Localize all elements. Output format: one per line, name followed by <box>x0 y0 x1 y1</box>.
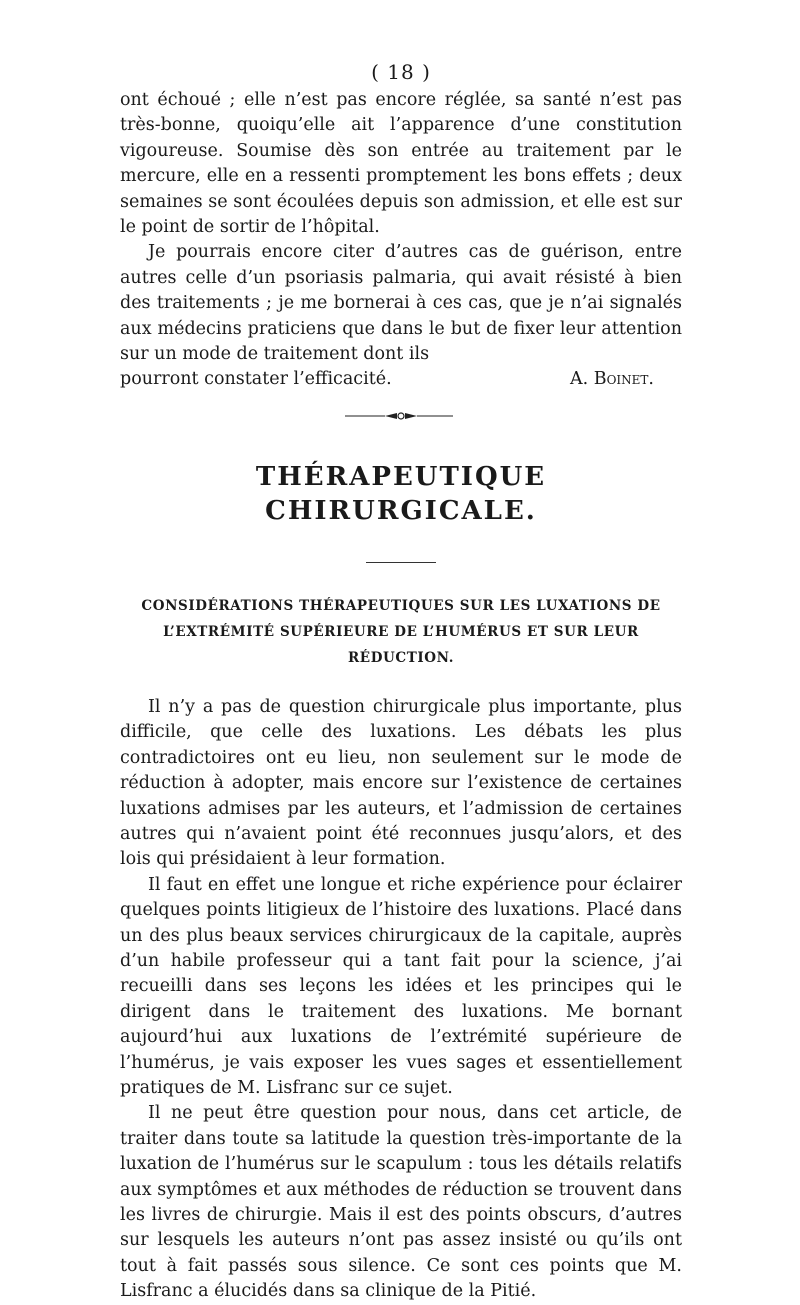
paragraph-scope: Il ne peut être question pour nous, dans cet article, de traiter dans toute sa latitude la question très-importante de la luxation de l’humérus sur le scapulum : tous les détails relatifs aux symptômes et aux méthodes de réduction se trouvent dans les livres de chirurgie. Mais il est des points obscurs, d’autres sur lesquels les auteurs n’ont pas assez insisté ou qu’ils ont tout à fait passés sous silence. Ce sont ces points que M. Lisfranc a élucidés dans sa clinique de la Pitié. <box>120 1103 682 1302</box>
closing-signature-line <box>120 367 682 392</box>
paragraph-experience: Il faut en effet une longue et riche expérience pour éclairer quelques points litigieux de l’histoire des luxations. Placé dans un des plus beaux services chirurgicaux de la capitale, auprès d’un habile professeur qui a tant fait pour la science, j’ai recueilli dans ses leçons les idées et les principes qui le dirigent dans le traitement des luxations. Me bornant aujourd’hui aux luxations de l’extrémité supérieure de l’humérus, je vais exposer les vues sages et essentiellement pratiques de M. Lisfranc sur ce sujet. <box>120 874 682 1098</box>
author-signature: A. Boinet. <box>569 369 654 390</box>
title-rule <box>366 562 436 563</box>
page-number: ( 18 ) <box>371 60 431 84</box>
ornament-divider <box>341 409 461 423</box>
paragraph-continuation: ont échoué ; elle n’est pas encore réglée, sa santé n’est pas très-bonne, quoiqu’elle ait l’apparence d’une constitution vigoureuse. Soumise dès son entrée au traitement par le mercure, elle en a ressenti promptement les bons effets ; deux semaines se sont écoulées depuis son admission, et elle est sur le point de sortir de l’hôpital. <box>120 90 682 238</box>
article-heading: CONSIDÉRATIONS THÉRAPEUTIQUES SUR LES LUXATIONS DE L’EXTRÉMITÉ SUPÉRIEURE DE L’HUMÉRUS ET SUR LEUR RÉDUCTION. <box>141 597 661 666</box>
section-title: THÉRAPEUTIQUE CHIRURGICALE. <box>255 461 547 526</box>
document-page <box>120 60 682 1305</box>
paragraph-intro: Il n’y a pas de question chirurgicale plus importante, plus difficile, que celle des luxations. Les débats les plus contradictoires ont eu lieu, non seulement sur le mode de réduction à adopter, mais encore sur l’existence de certaines luxations admises par les auteurs, et l’admission de certaines autres qui n’avaient point été reconnues jusqu’alors, et des lois qui présidaient à leur formation. <box>120 696 682 870</box>
article-body <box>120 695 682 1305</box>
closing-line: pourront constater l’efficacité. <box>120 369 392 390</box>
paragraph-guerison: Je pourrais encore citer d’autres cas de guérison, entre autres celle d’un psoriasis palmaria, qui avait résisté à bien des traitements ; je me bornerai à ces cas, que je n’ai signalés aux médecins praticiens que dans le but de fixer leur attention sur un mode de traitement dont ils <box>120 242 682 365</box>
